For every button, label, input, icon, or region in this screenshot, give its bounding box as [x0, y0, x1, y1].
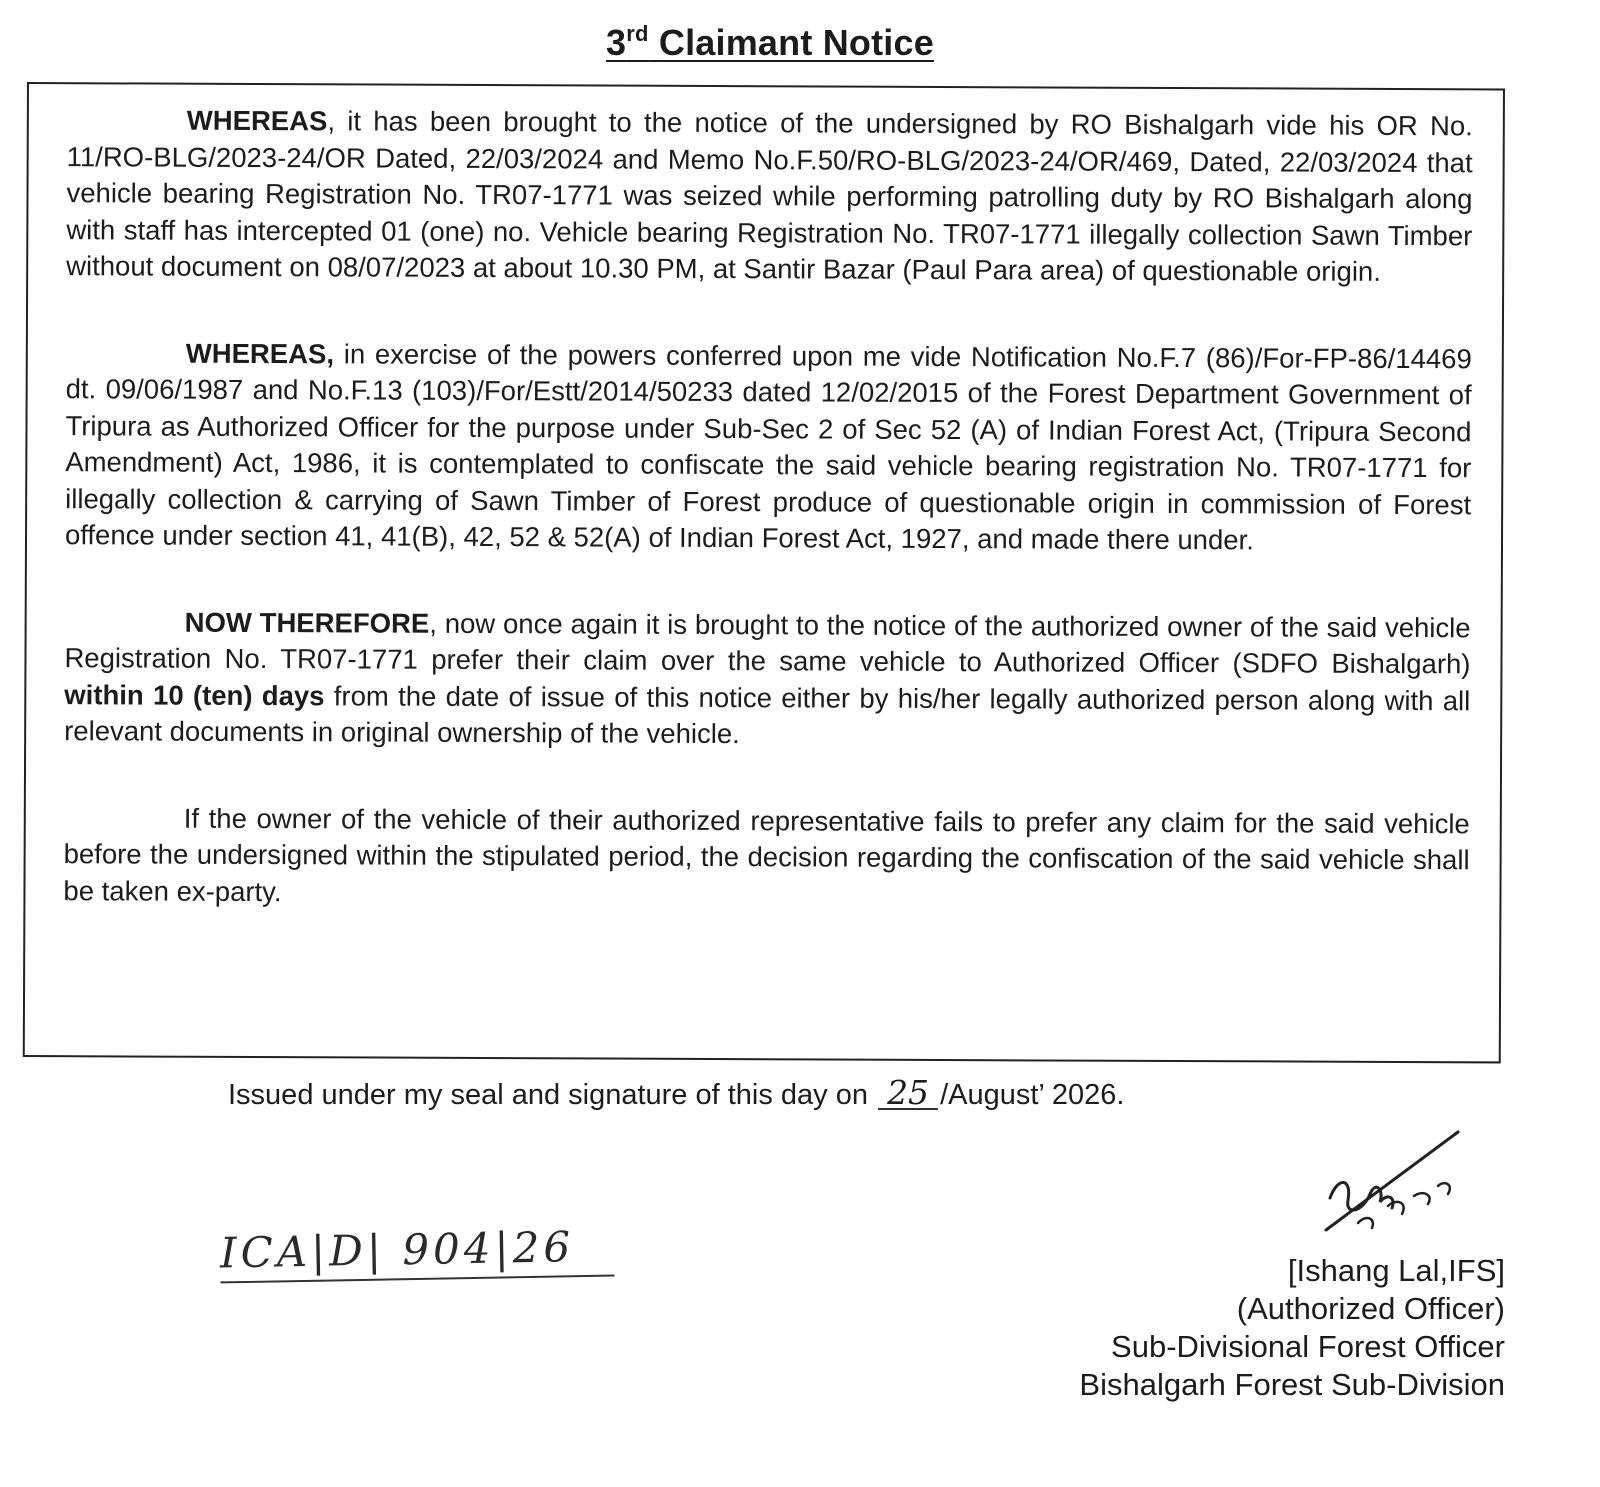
title-label: Claimant Notice	[658, 22, 934, 63]
issued-day-handwritten: 25	[878, 1078, 938, 1110]
notice-body-box	[23, 82, 1505, 1063]
paragraph-text: in exercise of the powers conferred upon me vide Notification No.F.7 (86)/For-FP-86/14469 dt. 09/06/1987 and No.F.13 (103)/For/Estt/2014/50233 dated 12/02/2015 of the Forest Department Government of Tripura as Authorized Officer for the purpose under Sub-Sec 2 of Sec 52 (A) of Indian Forest Act, (Tripura Second Amendment) Act, 1986, it is contemplated to confiscate the said vehicle bearing registration No. TR07-1771 for illegally collection & carrying of Sawn Timber of Forest produce of questionable origin in commission of Forest offence under section 41, 41(B), 42, 52 & 52(A) of Indian Forest Act, 1927, and made there under.	[64, 337, 1472, 556]
title-text-wrapper	[606, 22, 934, 63]
paragraph-text: from the date of issue of this notice either by his/her legally authorized person along with all relevant documents in original ownership of the vehicle.	[64, 679, 1471, 750]
signatory-designation: Sub-Divisional Forest Officer	[1111, 1329, 1505, 1364]
paragraph-now-therefore	[64, 604, 1471, 756]
handwritten-signature	[1318, 1128, 1468, 1248]
paragraph-default-clause	[63, 800, 1469, 916]
paragraph-text: , it has been brought to the notice of the undersigned by RO Bishalgarh vide his OR No. 11/RO-BLG/2023-24/OR Dated, 22/03/2024 and Memo No.F.50/RO-BLG/2023-24/OR/469, Dated, 22/03/2024 that vehicle bearing Registration No. TR07-1771 was seized while performing patrolling duty by RO Bishalgarh along with staff has intercepted 01 (one) no. Vehicle bearing Registration No. TR07-1771 illegally collection Sawn Timber without document on 08/07/2023 at about 10.30 PM, at Santir Bazar (Paul Para area) of questionable origin.	[66, 105, 1473, 287]
deadline-emphasis: within 10 (ten) days	[64, 678, 325, 711]
paragraph-whereas-2	[65, 335, 1472, 560]
handwritten-reference-number: ICA|D| 904|26	[220, 1222, 615, 1284]
issued-suffix: /August’ 2026.	[940, 1079, 1125, 1111]
title-ordinal-suffix: rd	[626, 21, 649, 46]
paragraph-lead: NOW THEREFORE	[184, 606, 430, 639]
paragraph-lead: WHEREAS	[186, 104, 328, 137]
paragraph-text: If the owner of the vehicle of their authorized representative fails to prefer any claim for the said vehicle before the undersigned within the stipulated period, the decision regarding the confiscation of the said vehicle shall be taken ex-party.	[63, 802, 1470, 907]
page-title	[0, 22, 1540, 64]
title-ordinal-number: 3	[606, 22, 627, 63]
issued-prefix: Issued under my seal and signature of this day on	[228, 1079, 868, 1111]
paragraph-whereas-1	[66, 102, 1473, 291]
issued-line	[228, 1073, 1125, 1112]
signatory-block	[1079, 1252, 1505, 1404]
paragraph-lead: WHEREAS,	[185, 337, 335, 369]
signatory-name: [Ishang Lal,IFS]	[1287, 1253, 1505, 1288]
signatory-office: Bishalgarh Forest Sub-Division	[1079, 1367, 1505, 1402]
paragraph-text: , now once again it is brought to the notice of the authorized owner of the said vehicle Registration No. TR07-1771 prefer their claim over the same vehicle to Authorized Officer (SDFO Bishalgarh)	[64, 607, 1471, 680]
signatory-role: (Authorized Officer)	[1236, 1291, 1505, 1326]
